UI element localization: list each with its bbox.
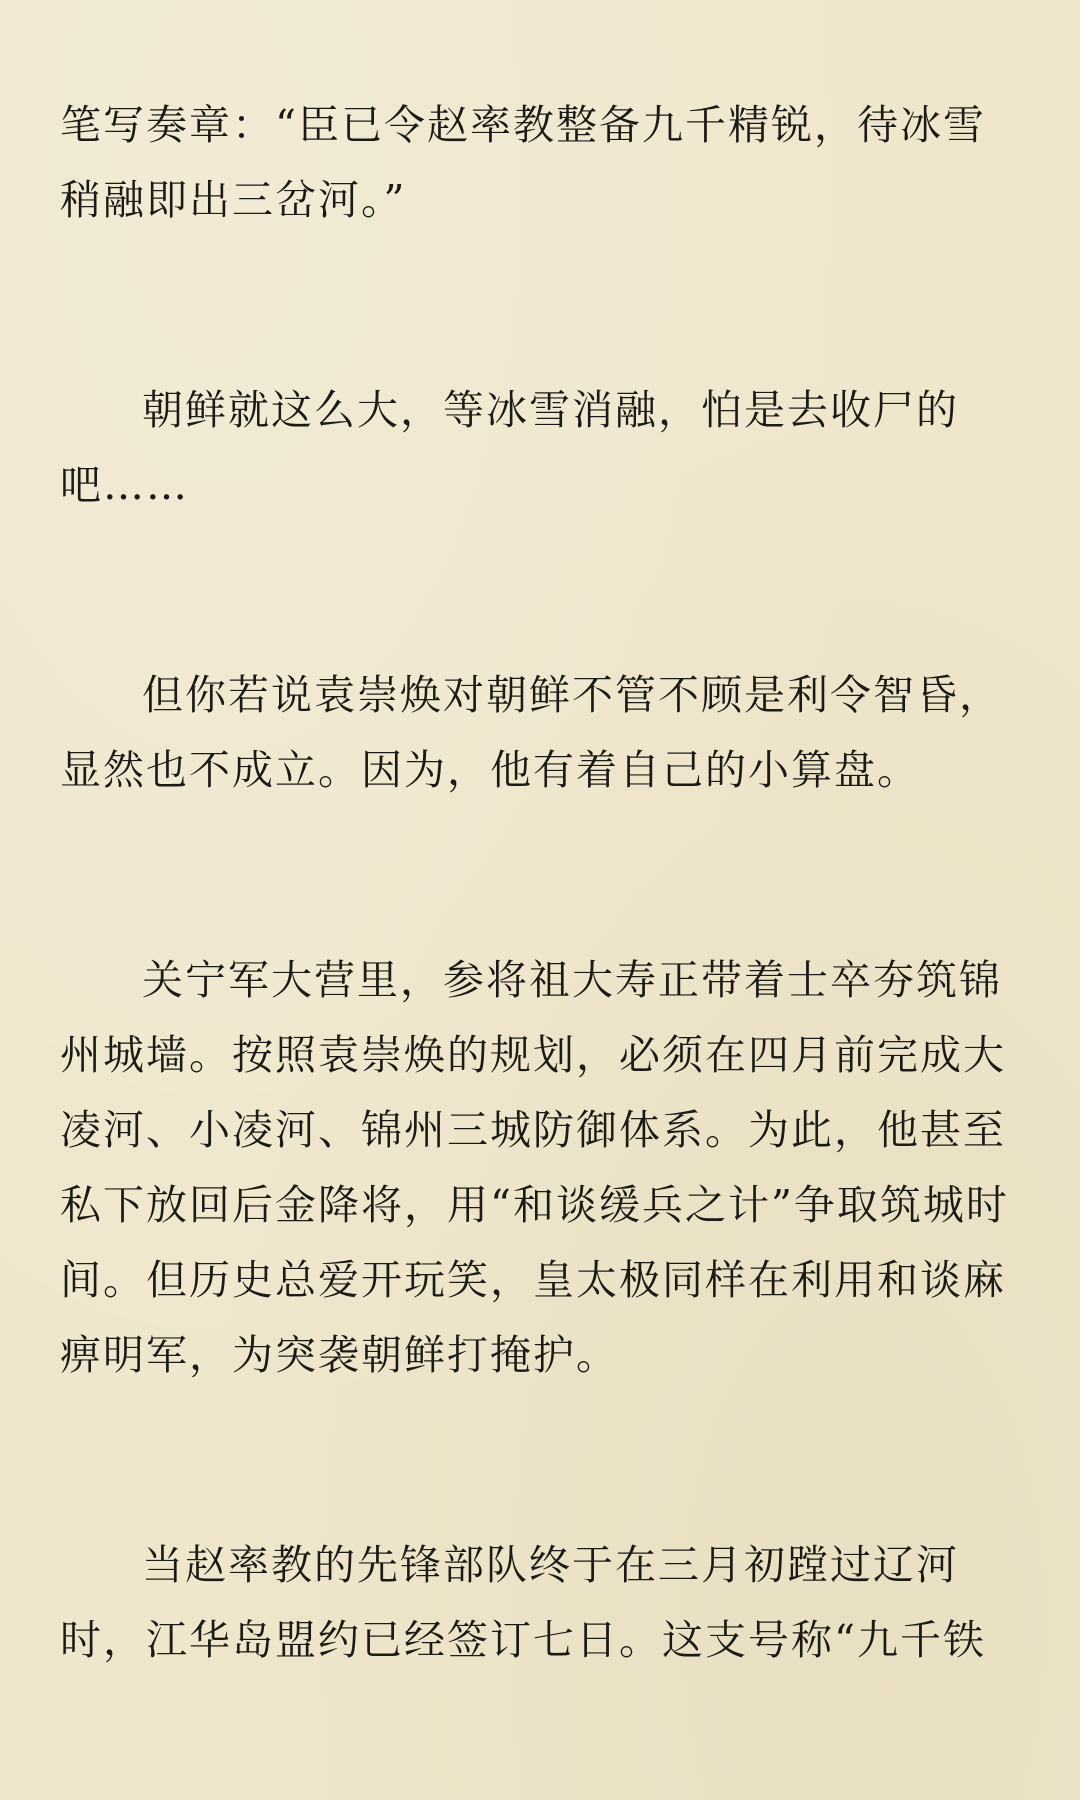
- paragraph-gap: [60, 238, 1022, 373]
- paragraph-2: 朝鲜就这么大，等冰雪消融，怕是去收尸的吧……: [60, 386, 959, 509]
- paragraph-gap: [60, 808, 1022, 943]
- paragraph-gap: [60, 1393, 1022, 1528]
- paragraph-5: 当赵率教的先锋部队终于在三月初蹚过辽河时，江华岛盟约已经签订七日。这支号称“九千铁: [60, 1541, 986, 1664]
- paragraph-4: 关宁军大营里，参将祖大寿正带着士卒夯筑锦州城墙。按照袁崇焕的规划，必须在四月前完成大凌河、小凌河、锦州三城防御体系。为此，他甚至私下放回后金降将，用“和谈缓兵之计”争取筑城时间。但历史总爱开玩笑，皇太极同样在利用和谈麻痹明军，为突袭朝鲜打掩护。: [60, 956, 1009, 1379]
- paragraph-3: 但你若说袁崇焕对朝鲜不管不顾是利令智昏，显然也不成立。因为，他有着自己的小算盘。: [60, 671, 1002, 794]
- paragraph-1: 笔写奏章：“臣已令赵率教整备九千精锐，待冰雪稍融即出三岔河。”: [60, 101, 986, 224]
- paragraph-gap: [60, 523, 1022, 658]
